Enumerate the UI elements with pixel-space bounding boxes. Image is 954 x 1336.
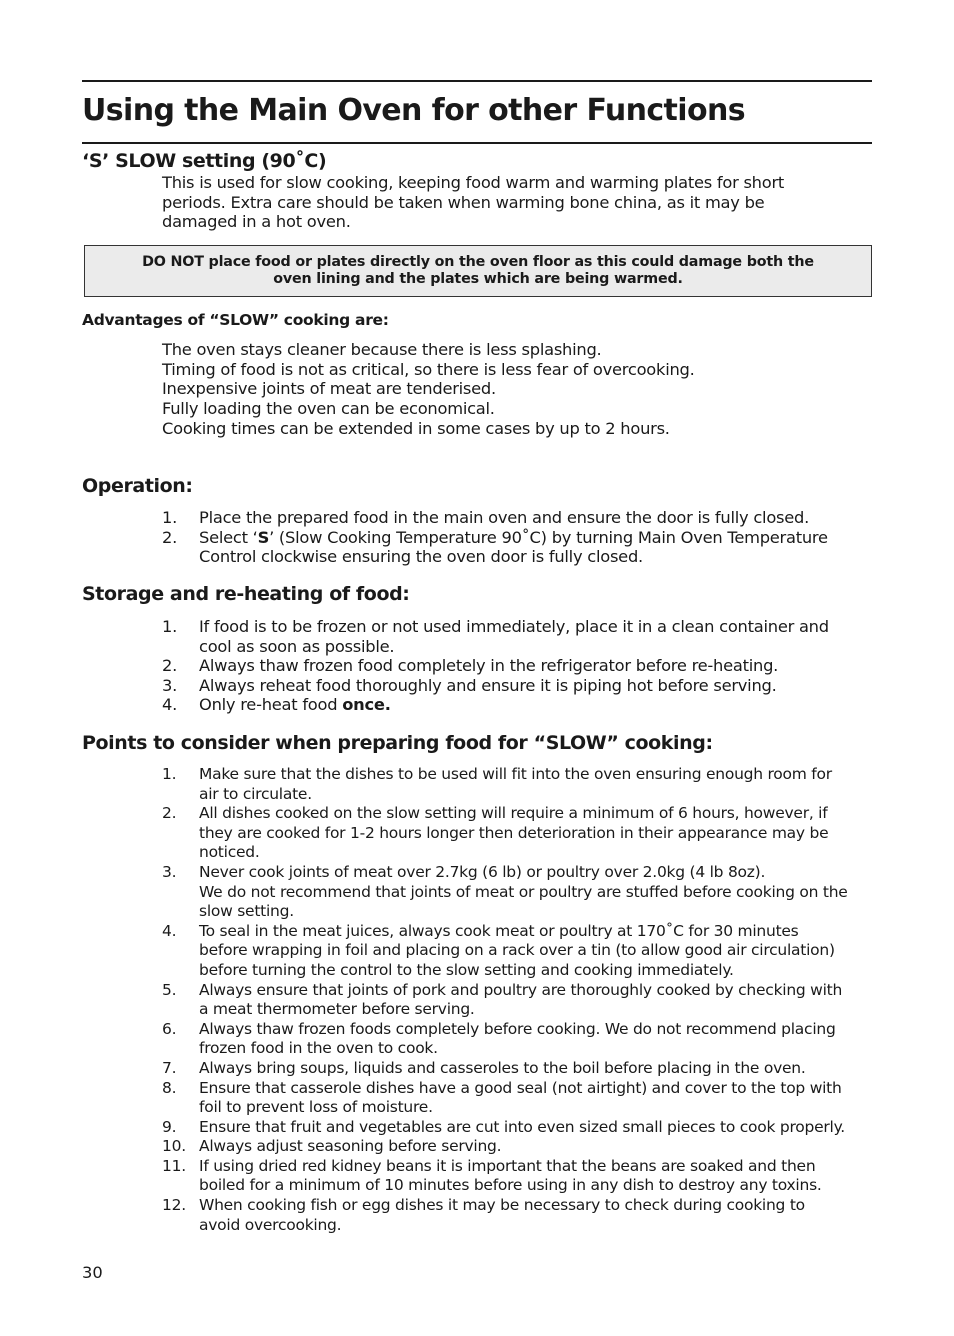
item-text: Always reheat food thoroughly and ensure it is piping hot before serving.	[199, 675, 777, 695]
item-text: Always adjust seasoning before serving.	[199, 1137, 502, 1156]
item-text	[199, 528, 849, 567]
storage-heading: Storage and re-heating of food:	[82, 583, 410, 605]
item-text: When cooking fish or egg dishes it may be necessary to check during cooking to avoid overcooking.	[199, 1196, 805, 1234]
list-item: Inexpensive joints of meat are tenderised.	[162, 379, 496, 399]
item-number: 3.	[162, 862, 177, 881]
list-item	[162, 528, 849, 567]
list-item	[162, 508, 849, 528]
item-number: 3.	[162, 675, 178, 695]
list-item	[162, 1059, 849, 1079]
item-text: Always bring soups, liquids and casseroles to the boil before placing in the oven.	[199, 1058, 806, 1077]
list-item	[162, 981, 849, 1020]
item-number: 8.	[162, 1078, 177, 1097]
item-text: Place the prepared food in the main oven and ensure the door is fully closed.	[199, 508, 810, 527]
list-item: Timing of food is not as critical, so there is less fear of overcooking.	[162, 359, 695, 379]
list-item: The oven stays cleaner because there is less splashing.	[162, 340, 602, 359]
item-text-pre: Only re-heat food	[199, 695, 343, 715]
item-text-line2: We do not recommend that joints of meat or poultry are stuffed before cooking on the slow setting.	[199, 882, 848, 921]
warning-box	[84, 245, 872, 297]
operation-heading: Operation:	[82, 475, 193, 497]
item-text: Ensure that casserole dishes have a good seal (not airtight) and cover to the top with foil to prevent loss of moisture.	[199, 1078, 842, 1117]
list-item	[162, 1137, 849, 1157]
item-number: 2.	[162, 656, 178, 676]
slow-setting-heading: ‘S’ SLOW setting (90˚C)	[82, 150, 327, 172]
item-number: 11.	[162, 1156, 186, 1175]
list-item	[162, 1196, 849, 1235]
item-text: All dishes cooked on the slow setting will require a minimum of 6 hours, however, if they are cooked for 1-2 hours longer then deterioration in their appearance may be noticed.	[199, 804, 829, 862]
slow-setting-intro: This is used for slow cooking, keeping food warm and warming plates for short periods. Extra care should be taken when warming bone china, as it may be damaged in a hot oven.	[162, 173, 785, 232]
list-item	[162, 765, 849, 804]
operation-list	[162, 508, 849, 567]
item-text: Always ensure that joints of pork and poultry are thoroughly cooked by checking with a meat thermometer before serving.	[199, 980, 843, 1019]
item-number: 2.	[162, 527, 178, 547]
item-text-line1: Never cook joints of meat over 2.7kg (6 lb) or poultry over 2.0kg (4 lb 8oz).	[199, 862, 766, 881]
item-text: Ensure that fruit and vegetables are cut into even sized small pieces to cook properly.	[199, 1117, 845, 1136]
item-number: 1.	[162, 508, 178, 527]
list-item	[162, 1118, 849, 1138]
item-text-pre: Select ‘	[199, 527, 258, 547]
item-text: Always thaw frozen foods completely before cooking. We do not recommend placing frozen food in the oven to cook.	[199, 1019, 836, 1058]
item-number: 1.	[162, 617, 178, 636]
item-text	[199, 695, 849, 715]
storage-list	[162, 617, 849, 715]
advantages-list	[162, 340, 695, 439]
item-number: 4.	[162, 695, 178, 715]
item-text: To seal in the meat juices, always cook meat or poultry at 170˚C for 30 minutes before wrapping in foil and placing on a rack over a tin (to allow good air circulation) before turning the control to the slow setting and cooking immediately.	[199, 921, 835, 979]
item-number: 12.	[162, 1196, 186, 1215]
advantages-heading: Advantages of “SLOW” cooking are:	[82, 311, 389, 329]
points-list	[162, 765, 849, 1235]
item-text-bold: once.	[342, 695, 391, 715]
list-item	[162, 676, 849, 696]
list-item	[162, 695, 849, 715]
list-item	[162, 922, 849, 981]
item-number: 5.	[162, 980, 177, 999]
item-text: If food is to be frozen or not used immediately, place it in a clean container and cool as soon as possible.	[199, 617, 829, 656]
warning-text: DO NOT place food or plates directly on the oven floor as this could damage both the oven lining and the plates which are being warmed.	[142, 254, 814, 287]
item-text-post: ’ (Slow Cooking Temperature 90˚C) by turning Main Oven Temperature Control clockwise ensuring the oven door is fully closed.	[199, 527, 828, 567]
item-text: Always thaw frozen food completely in the refrigerator before re-heating.	[199, 656, 779, 676]
list-item	[162, 656, 849, 676]
list-item	[162, 1157, 849, 1196]
list-item	[162, 863, 849, 922]
item-number: 10.	[162, 1137, 186, 1156]
item-text: If using dried red kidney beans it is important that the beans are soaked and then boiled for a minimum of 10 minutes before using in any dish to destroy any toxins.	[199, 1156, 822, 1195]
top-rule	[82, 80, 872, 82]
list-item	[162, 617, 849, 656]
list-item	[162, 1020, 849, 1059]
list-item	[162, 804, 849, 863]
item-text	[199, 863, 849, 922]
item-number: 2.	[162, 804, 177, 823]
points-heading: Points to consider when preparing food for “SLOW” cooking:	[82, 732, 713, 754]
item-number: 1.	[162, 765, 177, 783]
item-number: 7.	[162, 1058, 177, 1077]
item-number: 4.	[162, 921, 177, 940]
title-underline	[82, 142, 872, 144]
item-text-bold: S	[257, 527, 270, 547]
list-item	[162, 1079, 849, 1118]
list-item: Cooking times can be extended in some cases by up to 2 hours.	[162, 418, 670, 438]
page-number: 30	[82, 1263, 103, 1282]
item-text: Make sure that the dishes to be used will fit into the oven ensuring enough room for air to circulate.	[199, 765, 832, 803]
item-number: 6.	[162, 1019, 177, 1038]
page-title: Using the Main Oven for other Functions	[82, 93, 745, 128]
list-item: Fully loading the oven can be economical.	[162, 399, 495, 419]
item-number: 9.	[162, 1117, 177, 1136]
